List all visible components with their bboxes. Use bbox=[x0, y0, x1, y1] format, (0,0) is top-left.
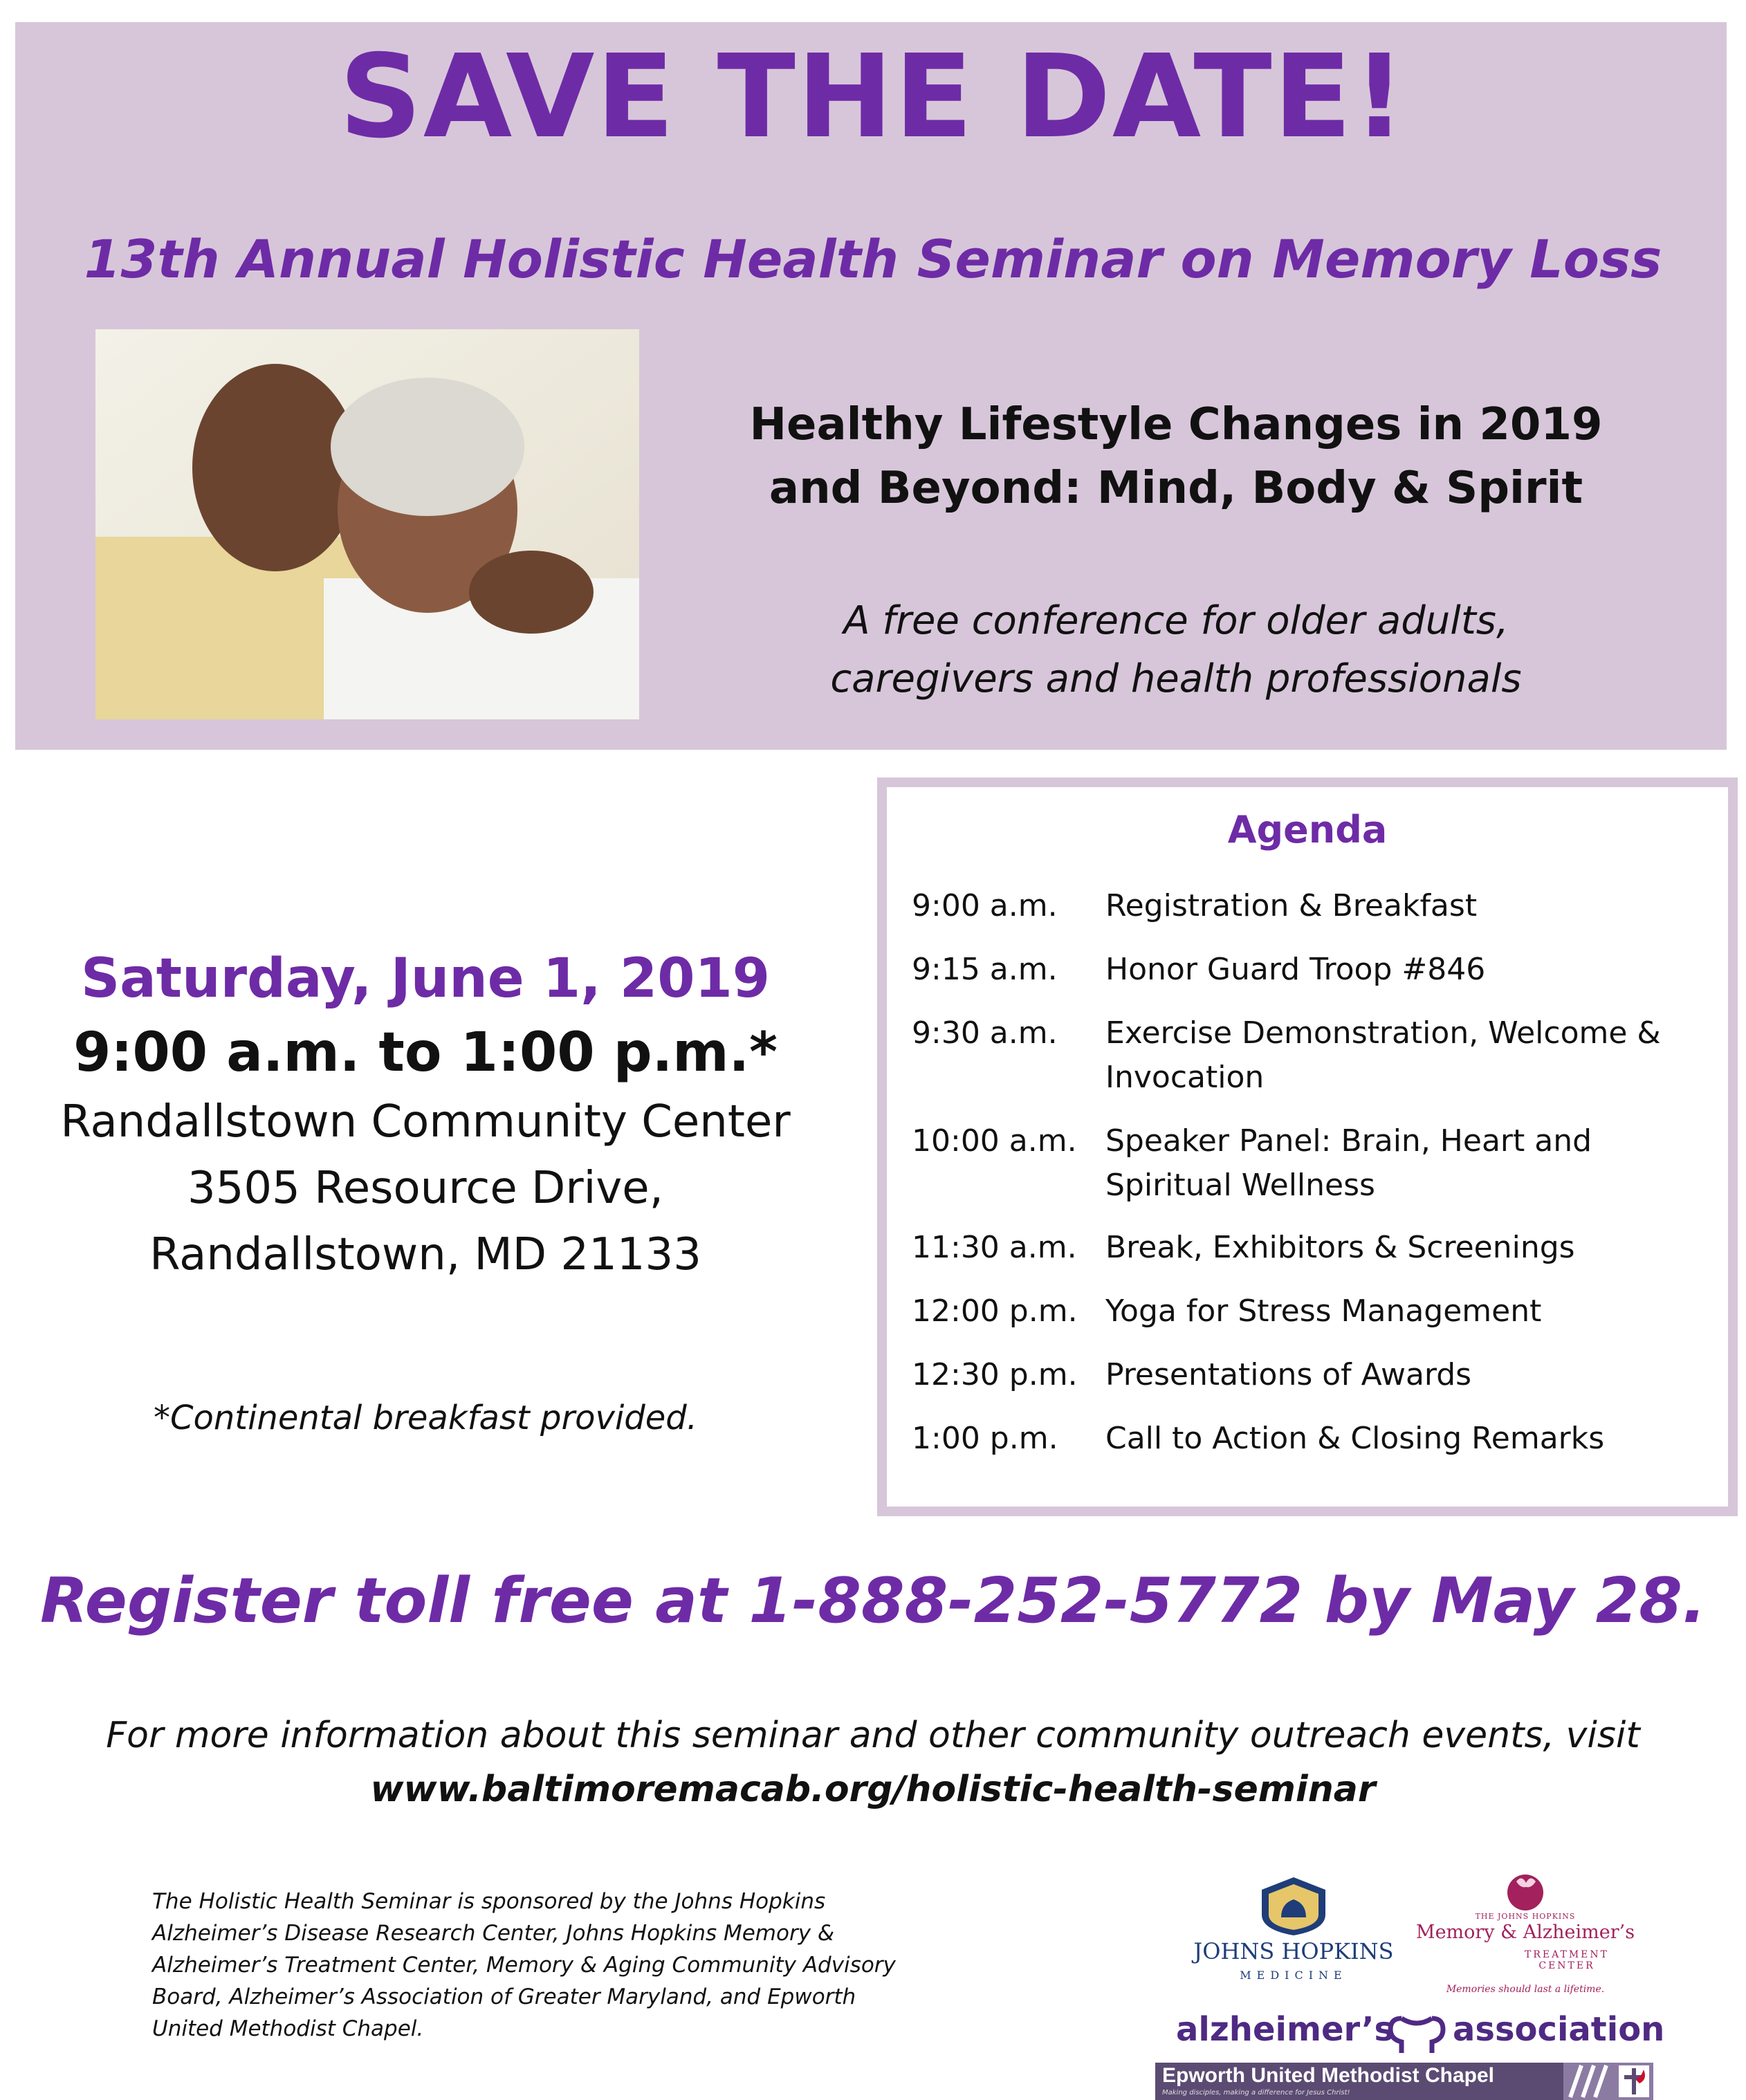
agenda-time: 1:00 p.m. bbox=[912, 1421, 1058, 1456]
agenda-time: 10:00 a.m. bbox=[912, 1123, 1077, 1159]
agenda-desc: Call to Action & Closing Remarks bbox=[1105, 1421, 1605, 1456]
agenda-desc: Break, Exhibitors & Screenings bbox=[1105, 1230, 1575, 1265]
event-time: 9:00 a.m. to 1:00 p.m.* bbox=[73, 1022, 778, 1084]
johns-hopkins-logo bbox=[1190, 1875, 1397, 1999]
agenda-time: 9:15 a.m. bbox=[912, 952, 1058, 987]
info-text: For more information about this seminar and other community outreach events, visit bbox=[106, 1715, 1640, 1756]
alz-right: association bbox=[1453, 2010, 1665, 2049]
agenda-time: 12:00 p.m. bbox=[912, 1293, 1078, 1329]
event-date: Saturday, June 1, 2019 bbox=[80, 948, 771, 1010]
agenda-desc: Presentations of Awards bbox=[1105, 1357, 1472, 1392]
mem-name: Memory & Alzheimer’s bbox=[1415, 1922, 1635, 1943]
agenda-desc: Yoga for Stress Management bbox=[1105, 1293, 1542, 1329]
more-info bbox=[0, 1708, 1746, 1816]
alzheimers-association-logo bbox=[1176, 2010, 1665, 2058]
mem-sub: TREATMENT CENTER bbox=[1525, 1949, 1609, 1971]
venue-address-1: 3505 Resource Drive, bbox=[187, 1163, 664, 1214]
epworth-chapel-logo bbox=[1155, 2063, 1653, 2100]
agenda-desc: Registration & Breakfast bbox=[1105, 888, 1478, 923]
alz-symbol-icon bbox=[1388, 2014, 1446, 2056]
agenda-desc: Exercise Demonstration, Welcome & Invocation bbox=[1105, 1015, 1661, 1095]
event-details bbox=[0, 941, 851, 1288]
agenda-time: 9:00 a.m. bbox=[912, 888, 1058, 923]
agenda-time: 9:30 a.m. bbox=[912, 1015, 1058, 1051]
alz-left: alzheimer’s bbox=[1176, 2010, 1395, 2049]
seminar-subtitle: 13th Annual Holistic Health Seminar on Memory Loss bbox=[84, 228, 1662, 290]
cross-flame-icon bbox=[1563, 2063, 1653, 2100]
page-title: SAVE THE DATE! bbox=[339, 30, 1407, 164]
ep-tagline: Making disciples, making a difference for Jesus Christ! bbox=[1162, 2089, 1350, 2097]
johns-hopkins-shield-icon bbox=[1190, 1875, 1397, 1937]
venue-name: Randallstown Community Center bbox=[60, 1096, 791, 1148]
info-url-link[interactable]: www.baltimoremacab.org/holistic-health-seminar bbox=[370, 1769, 1376, 1810]
jh-name: JOHNS HOPKINS bbox=[1193, 1938, 1394, 1964]
event-venue bbox=[0, 1089, 851, 1288]
jh-sub: MEDICINE bbox=[1240, 1969, 1348, 1982]
mem-tagline: Memories should last a lifetime. bbox=[1446, 1984, 1605, 1995]
audience-line-1: A free conference for older adults, bbox=[843, 598, 1509, 643]
agenda-title: Agenda bbox=[1227, 808, 1388, 851]
mem-pre: THE JOHNS HOPKINS bbox=[1475, 1912, 1576, 1921]
audience-line-2: caregivers and health professionals bbox=[830, 656, 1522, 701]
butterfly-icon bbox=[1411, 1868, 1639, 1912]
breakfast-note: *Continental breakfast provided. bbox=[153, 1399, 698, 1437]
memory-alzheimers-logo bbox=[1411, 1868, 1639, 2006]
theme-line-1: Healthy Lifestyle Changes in 2019 bbox=[749, 399, 1603, 450]
sponsor-text: The Holistic Health Seminar is sponsored by the Johns Hopkins Alzheimer’s Disease Research Center, Johns Hopkins Memory & Alzheimer’s Treatment Center, Memory & Aging Community Advisory Board, Alzheimer’s Association of Greater Maryland, and Epworth United Methodist Chapel. bbox=[152, 1889, 896, 2041]
theme-line-2: and Beyond: Mind, Body & Spirit bbox=[769, 463, 1583, 514]
agenda-desc: Honor Guard Troop #846 bbox=[1105, 952, 1486, 987]
register-callout: Register toll free at 1-888-252-5772 by May 28. bbox=[39, 1565, 1707, 1637]
agenda-box bbox=[877, 777, 1738, 1516]
agenda-desc: Speaker Panel: Brain, Heart and Spiritual Wellness bbox=[1105, 1123, 1592, 1203]
seminar-theme bbox=[699, 393, 1653, 520]
couple-photo bbox=[95, 329, 639, 719]
ep-name: Epworth United Methodist Chapel bbox=[1162, 2064, 1494, 2087]
agenda-time: 12:30 p.m. bbox=[912, 1357, 1078, 1392]
audience-text bbox=[699, 592, 1653, 708]
agenda-time: 11:30 a.m. bbox=[912, 1230, 1077, 1265]
venue-address-2: Randallstown, MD 21133 bbox=[149, 1229, 701, 1280]
